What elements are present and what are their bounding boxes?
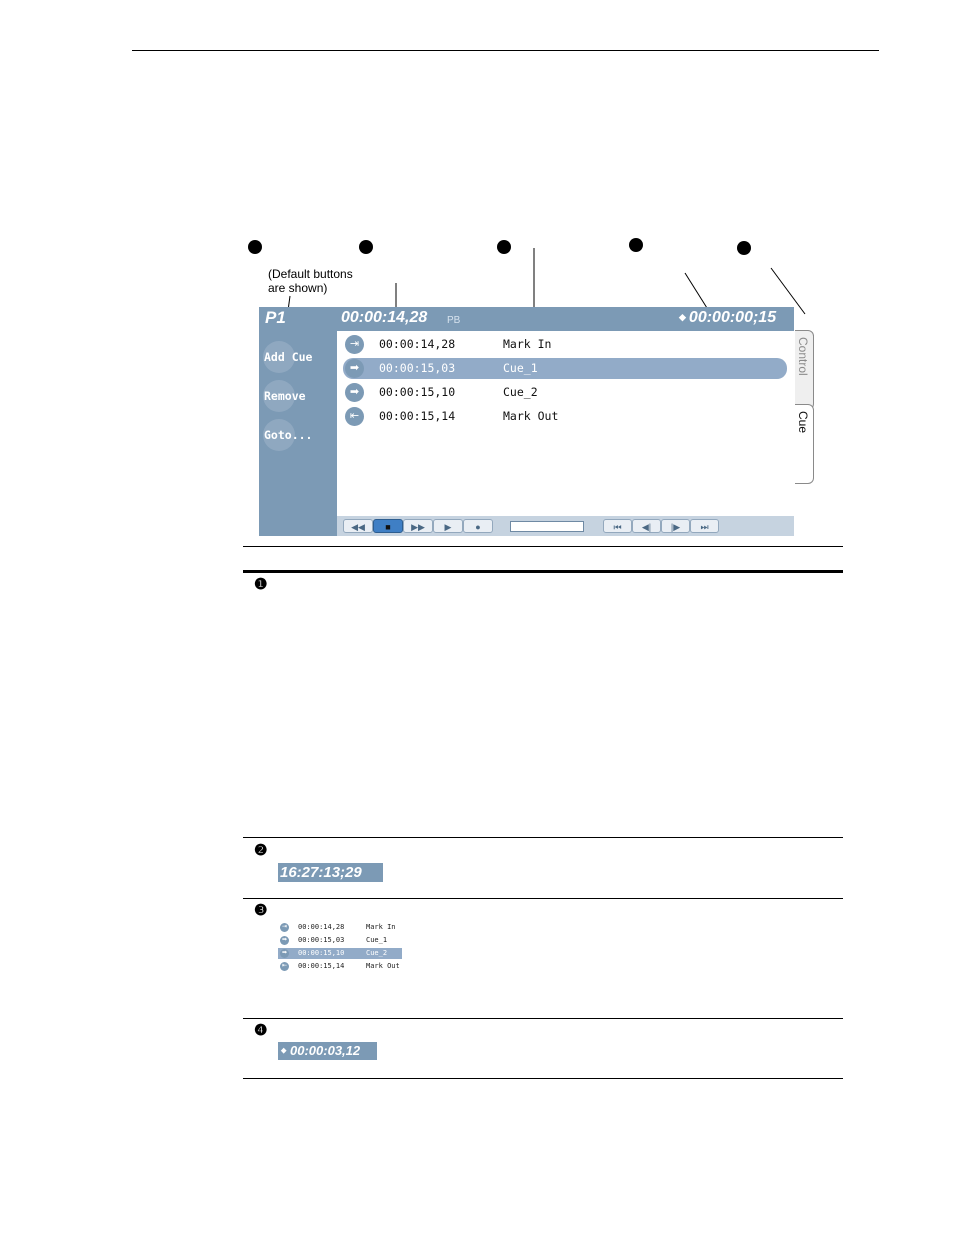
stop-button[interactable]: ■ bbox=[373, 519, 403, 533]
play-button[interactable]: ▶ bbox=[433, 519, 463, 533]
fast-forward-button[interactable]: ▶▶ bbox=[403, 519, 433, 533]
goto-label: Goto... bbox=[264, 428, 313, 442]
cue-timecode: 00:00:15,03 bbox=[379, 361, 456, 375]
table-header-rule bbox=[243, 570, 843, 573]
mark-out-icon: ⇤ bbox=[345, 407, 364, 426]
goto-button[interactable] bbox=[263, 419, 313, 451]
mini-cue-name: Mark In bbox=[366, 923, 396, 931]
mini-cue-row bbox=[278, 961, 402, 972]
cue-row[interactable] bbox=[343, 382, 787, 403]
channel-label: P1 bbox=[265, 308, 286, 327]
step-back-button[interactable]: ◀| bbox=[632, 519, 661, 533]
table-rule-3 bbox=[243, 898, 843, 899]
mark-in-icon: ⇥ bbox=[345, 335, 364, 354]
remove-button[interactable] bbox=[263, 380, 306, 412]
tab-cue-label: Cue bbox=[796, 411, 810, 434]
mini-cue-name: Cue_1 bbox=[366, 936, 388, 944]
mini-cue-name: Mark Out bbox=[366, 962, 400, 970]
status-bar bbox=[259, 307, 794, 331]
cue-timecode: 00:00:14,28 bbox=[379, 337, 456, 351]
tab-control[interactable] bbox=[795, 330, 814, 410]
go-to-start-button[interactable]: ⏮ bbox=[603, 519, 632, 533]
cue-timecode: 00:00:15,10 bbox=[379, 385, 456, 399]
scrub-bar[interactable] bbox=[510, 521, 584, 532]
table-top-rule bbox=[243, 546, 843, 547]
mini-cue-row-selected bbox=[278, 948, 402, 959]
mini-cue-timecode: 00:00:15,03 bbox=[298, 936, 345, 944]
cue-name: Cue_1 bbox=[503, 361, 538, 375]
mini-cue-timecode: 00:00:14,28 bbox=[298, 923, 345, 931]
cue-name: Cue_2 bbox=[503, 385, 538, 399]
table-bottom-rule bbox=[243, 1078, 843, 1079]
add-cue-label: Add Cue bbox=[264, 350, 313, 364]
row-number-4: ❹ bbox=[254, 1022, 268, 1039]
row-number-3: ❸ bbox=[254, 902, 268, 919]
arrow-right-icon: ➡ bbox=[281, 950, 288, 956]
tab-control-label: Control bbox=[796, 337, 810, 376]
remove-label: Remove bbox=[264, 389, 306, 403]
add-cue-button[interactable] bbox=[263, 341, 313, 373]
arrow-right-icon: ➡ bbox=[281, 937, 288, 943]
timecode-example: 16:27:13;29 bbox=[278, 863, 383, 882]
row-number-2: ❷ bbox=[254, 842, 268, 859]
row-number-1: ❶ bbox=[254, 576, 268, 593]
cue-timecode: 00:00:15,14 bbox=[379, 409, 456, 423]
remaining-timecode-value: 00:00:03,12 bbox=[290, 1043, 361, 1058]
remaining-timecode-example bbox=[278, 1042, 377, 1060]
mini-cue-name: Cue_2 bbox=[366, 949, 388, 957]
diamond-icon: ◆ bbox=[679, 312, 686, 323]
cue-name: Mark Out bbox=[503, 409, 559, 423]
cue-list bbox=[337, 331, 794, 516]
arrow-right-icon: ➡ bbox=[345, 383, 364, 402]
mark-out-icon: ⇤ bbox=[281, 963, 288, 969]
mark-in-icon: ⇥ bbox=[281, 924, 288, 930]
arrow-right-icon: ➡ bbox=[345, 359, 364, 378]
annotation-line-2: are shown) bbox=[268, 281, 328, 295]
remaining-timecode-display bbox=[679, 309, 776, 327]
step-forward-button[interactable]: |▶ bbox=[661, 519, 690, 533]
mini-cue-row bbox=[278, 935, 402, 946]
table-rule-4 bbox=[243, 1018, 843, 1019]
go-to-end-button[interactable]: ⏭ bbox=[690, 519, 719, 533]
annotation-line-1: (Default buttons bbox=[268, 267, 353, 281]
mini-cue-timecode: 00:00:15,10 bbox=[298, 949, 345, 957]
cue-name: Mark In bbox=[503, 337, 552, 351]
tab-cue[interactable] bbox=[795, 404, 814, 484]
cue-screenshot bbox=[259, 307, 794, 536]
cue-row[interactable] bbox=[343, 334, 787, 355]
remaining-timecode: 00:00:00;15 bbox=[688, 309, 777, 326]
mini-cue-row bbox=[278, 922, 402, 933]
mini-cue-timecode: 00:00:15,14 bbox=[298, 962, 345, 970]
diamond-icon: ◆ bbox=[281, 1047, 287, 1055]
cue-row-selected[interactable] bbox=[343, 358, 787, 379]
rewind-button[interactable]: ◀◀ bbox=[343, 519, 373, 533]
current-timecode: 00:00:14,28 bbox=[341, 309, 428, 326]
mode-indicator: PB bbox=[447, 315, 461, 326]
transport-bar bbox=[337, 516, 794, 536]
record-button[interactable]: ● bbox=[463, 519, 493, 533]
table-rule-2 bbox=[243, 837, 843, 838]
cue-row[interactable] bbox=[343, 406, 787, 427]
